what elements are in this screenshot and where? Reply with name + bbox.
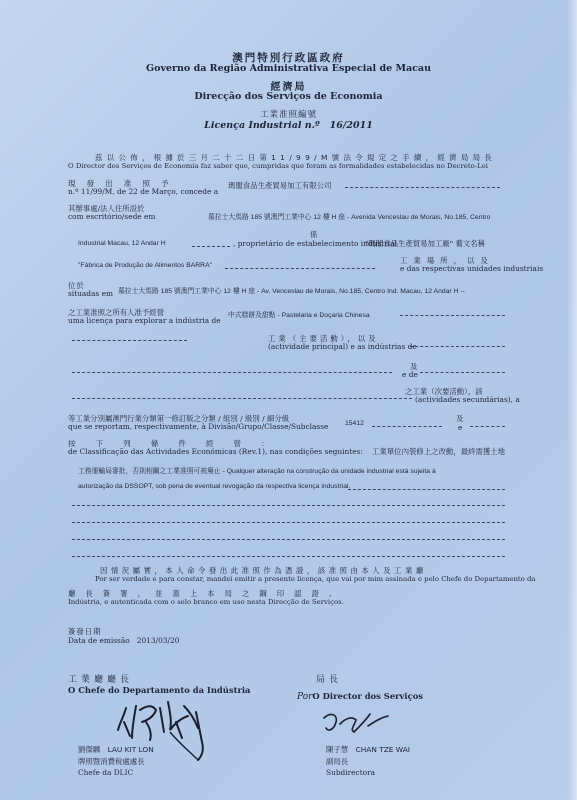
address-line-2: Industrial Macau, 12 Andar H [78, 240, 166, 247]
dashed-fill [400, 315, 505, 316]
issue-date-label-zh: 簽發日期 [68, 627, 102, 636]
conditions-pt: de Classificação das Actividades Económicas (Rev.1), nas condições seguintes: [68, 447, 363, 456]
dashed-fill [420, 372, 505, 373]
dashed-fill [72, 398, 412, 399]
classification-and-zh: 及 [456, 414, 465, 423]
dashed-fill [72, 372, 392, 373]
industry-value: 中式糕餅及甜點 - Pastelaria e Doçaria Chinesa [228, 312, 370, 319]
dashed-fill [348, 489, 505, 490]
closing-zh-1: 因情況屬實，本人命令發出此准照作為憑證，該准照由本人及工業廳 [100, 566, 427, 575]
dashed-fill [72, 539, 505, 540]
left-signatory-role-zh: 牌照暨消費稅處處長 [78, 757, 145, 766]
and-pt: e de [402, 370, 418, 379]
explore-pt: uma licença para explorar a indústria de [68, 316, 221, 325]
licence-label-zh: 工業准照編號 [259, 110, 317, 120]
dashed-fill [345, 187, 500, 188]
left-title-zh: 工業廳廳長 [68, 675, 134, 685]
location-zh: 位於 [68, 281, 85, 290]
dashed-fill [72, 522, 505, 523]
issue-date: 2013/03/20 [136, 636, 180, 645]
office-pt: com escritório/sede em [68, 212, 156, 221]
licence-number-line [0, 120, 577, 131]
premises-zh: 工業場所，以及 [400, 256, 494, 265]
classification-and-pt: e [458, 423, 463, 432]
grant-zh: 現發出准照予 [68, 179, 180, 188]
dashed-fill [372, 426, 442, 427]
intro-pt: O Director dos Serviços de Economia faz saber que, cumpridas que foram as formalidades estabelecidas no Decreto-Lei [68, 162, 488, 170]
right-signatory-role-pt: Subdirectora [326, 768, 376, 777]
licence-number: 16/2011 [329, 120, 373, 131]
department-name-pt: Direcção dos Serviços de Economia [194, 91, 383, 102]
government-name-pt: Governo da Região Administrativa Especial de Macau [146, 63, 431, 74]
closing-pt-1: Por ser verdade e para constar, mandei emitir a presente licença, que vai por mim assinada e pelo Chefe do Departamento da [95, 575, 536, 583]
department-name-zh: 經濟局 [270, 82, 307, 93]
dashed-fill [72, 340, 187, 341]
establishment-name-zh: "瑪閣食品生產貿易加工廠" 葡文名稱 [365, 239, 486, 248]
issue-date-line [68, 636, 179, 645]
dashed-fill [410, 346, 505, 347]
right-title-prefix: Por [297, 692, 313, 702]
left-signatory-name: 劉傑麟 LAU KIT LON [78, 745, 154, 754]
classification-pt: que se reportam, respectivamente, à Divisão/Grupo/Classe/Subclasse [68, 422, 329, 431]
location-value: 慕拉士大馬路 185 號澳門工業中心 12 樓 H 座 - Av. Venceslau de Morais, No.185, Centro Ind. Macau, 12 Andar H -- [118, 288, 465, 295]
grant-pt: n.º 11/99/M, de 22 de Março, concede a [68, 187, 219, 196]
issue-date-label-pt: Data de emissão [68, 636, 130, 645]
right-title-pt: O Director dos Serviços [312, 691, 424, 701]
owner-pt: , proprietário de estabelecimento industrial [233, 239, 397, 248]
left-title-pt: O Chefe do Departamento da Indústria [68, 685, 251, 695]
dashed-fill [225, 268, 375, 269]
address-line-1: 慕拉士大馬路 185 號澳門工業中心 12 樓 H 座 - Avenida Venceslau de Morais, No.185, Centro [208, 214, 491, 221]
establishment-name-pt: "Fábrica de Produção de Alimentos BARRA" [78, 262, 213, 269]
explore-zh: 之工業准照之所有人准予經營 [68, 308, 165, 317]
closing-zh-2: 廳長簽署，並蓋上本局之鋼印認證。 [68, 589, 347, 598]
classification-value: 15412 [345, 420, 364, 427]
dashed-fill [470, 426, 505, 427]
right-title-zh: 局長 [316, 675, 343, 685]
company-name-zh: 瑪閣食品生產貿易加工有限公司 [228, 181, 332, 190]
dashed-fill [72, 556, 505, 557]
intro-zh: 茲 以 公 佈 ， 根 據 於 三 月 二 十 二 日 第 1 1 / 9 9 / M 號 法 令 規 定 之 手 續 ， 經 濟 局 局 長 [95, 153, 493, 162]
classification-zh: 等工業分別屬澳門行業分類第一修訂版之分類 / 組別 / 級別 / 細分級 [68, 414, 290, 423]
premises-pt: e das respectivas unidades industriais [400, 264, 544, 273]
dashed-fill [192, 246, 230, 247]
condition-line-1: 工業單位內裝修上之改動，最終需獲土地 [372, 447, 506, 456]
secondary-activity-zh: 之工業（次要活動），該 [405, 387, 483, 396]
licence-label-pt: Licença Industrial n.º [204, 120, 320, 131]
owner-zh: 係 [310, 230, 319, 239]
condition-line-2: 工務運輸局審批，否則相關之工業准照可被廢止 - Qualquer alteração na construção da unidade industrial está sujeita à [78, 468, 436, 475]
paper-edge [567, 0, 577, 800]
office-zh: 其辦事處/法人住所設於 [68, 204, 145, 213]
conditions-zh: 按下列條件經營： [68, 439, 289, 448]
right-signatory-name: 陳子慧 CHAN TZE WAI [326, 745, 410, 754]
main-activity-zh: 工業（主要活動），以及 [268, 334, 379, 343]
government-name-zh: 澳門特別行政區政府 [232, 52, 345, 64]
right-signature [318, 704, 398, 738]
secondary-activity-pt: (actividades secundárias), a [415, 395, 520, 404]
and-zh: 及 [410, 362, 419, 371]
closing-pt-2: Indústria, e autenticada com o selo branco em uso nesta Direcção de Serviços. [68, 598, 344, 606]
condition-line-3: autorização da DSSOPT, sob pena de eventual revogação da respectiva licença industrial. [78, 483, 351, 490]
right-title-line [297, 684, 423, 703]
location-pt: situadas em [68, 289, 113, 298]
dashed-fill [72, 505, 505, 506]
right-signatory-role-zh: 副局長 [326, 757, 349, 766]
main-activity-pt: (actividade principal) e as indústrias de [268, 342, 417, 351]
left-signatory-role-pt: Chefe da DLIC [78, 768, 134, 777]
